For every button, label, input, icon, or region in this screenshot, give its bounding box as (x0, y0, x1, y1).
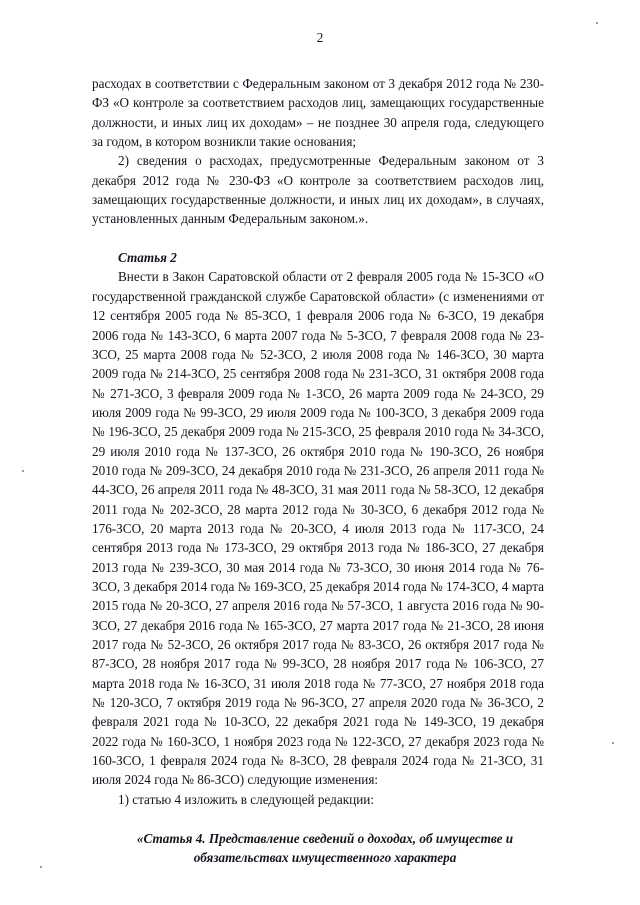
quoted-article-title-line-2: обязательствах имущественного характера (193, 849, 457, 865)
scan-artifact-mark (596, 22, 598, 24)
section-body-article-2: Внести в Закон Саратовской области от 2 февраля 2005 года № 15-ЗСО «О государственной гражданской службе Саратовской области» (с изменениями от 12 сентября 2005 года № 85-ЗСО, 1 февраля 2006 года № 6-ЗСО, 19 декабря 2006 года № 143-ЗСО, 6 марта 2007 года № 5-ЗСО, 7 февраля 2008 года № 23-ЗСО, 25 марта 2008 года № 52-ЗСО, 2 июля 2008 года № 146-ЗСО, 30 марта 2009 года № 214-ЗСО, 25 сентября 2008 года № 231-ЗСО, 31 октября 2008 года № 271-ЗСО, 3 февраля 2009 года № 1-ЗСО, 26 марта 2009 года № 24-ЗСО, 29 июля 2009 года № 99-ЗСО, 29 июля 2009 года № 100-ЗСО, 3 декабря 2009 года № 196-ЗСО, 25 декабря 2009 года № 215-ЗСО, 25 февраля 2010 года № 34-ЗСО, 29 июля 2010 года № 137-ЗСО, 26 октября 2010 года № 190-ЗСО, 26 ноября 2010 года № 209-ЗСО, 24 декабря 2010 года № 231-ЗСО, 26 апреля 2011 года № 44-ЗСО, 26 апреля 2011 года № 48-ЗСО, 31 мая 2011 года № 58-ЗСО, 12 декабря 2011 года № 202-ЗСО, 28 марта 2012 года № 30-ЗСО, 6 декабря 2012 года № 176-ЗСО, 20 марта 2013 года № 20-ЗСО, 4 июля 2013 года № 117-ЗСО, 24 сентября 2013 года № 173-ЗСО, 29 октября 2013 года № 186-ЗСО, 27 декабря 2013 года № 239-ЗСО, 30 мая 2014 года № 73-ЗСО, 30 июня 2014 года № 76-ЗСО, 3 декабря 2014 года № 169-ЗСО, 25 декабря 2014 года № 174-ЗСО, 4 марта 2015 года № 20-ЗСО, 27 апреля 2016 года № 57-ЗСО, 1 августа 2016 года № 90-ЗСО, 27 декабря 2016 года № 165-ЗСО, 27 марта 2017 года № 21-ЗСО, 28 июня 2017 года № 52-ЗСО, 26 октября 2017 года № 83-ЗСО, 26 октября 2017 года № 87-ЗСО, 28 ноября 2017 года № 99-ЗСО, 28 ноября 2017 года № 106-ЗСО, 27 марта 2018 года № 16-ЗСО, 31 июля 2018 года № 77-ЗСО, 27 ноября 2018 года № 120-ЗСО, 7 октября 2019 года № 96-ЗСО, 27 апреля 2020 года № 36-ЗСО, 2 февраля 2021 года № 10-ЗСО, 22 декабря 2021 года № 149-ЗСО, 19 декабря 2022 года № 160-ЗСО, 1 ноября 2023 года № 122-ЗСО, 27 декабря 2023 года № 160-ЗСО, 1 февраля 2024 года № 8-ЗСО, 28 февраля 2024 года № 21-ЗСО, 31 июля 2024 года № 86-ЗСО) следующие изменения: (92, 269, 544, 788)
paragraph-spacer (92, 229, 544, 248)
page-number: 2 (316, 30, 324, 45)
paragraph-item-2: 2) сведения о расходах, предусмотренные Федеральным законом от 3 декабря 2012 года № 230-ФЗ «О контроле за соответствием расходов лиц, замещающих государственные должности, и иных лиц их доходам», в случаях, установленных данным Федеральным законом.». (92, 153, 544, 227)
scan-artifact-mark (22, 470, 24, 472)
scan-artifact-mark (40, 866, 42, 868)
section-heading-article-2: Статья 2 (118, 250, 177, 266)
scan-artifact-mark (612, 742, 614, 744)
amendment-item-1: 1) статью 4 изложить в следующей редакции: (118, 791, 374, 807)
paragraph-continuation: расходах в соответствии с Федеральным законом от 3 декабря 2012 года № 230-ФЗ «О контроле за соответствием расходов лиц, замещающих государственные должности, и иных лиц их доходам» – не позднее 30 апреля года, следующего за годом, в котором возникли такие основания; (92, 76, 544, 150)
quoted-article-title-line-1: «Статья 4. Представление сведений о доходах, об имуществе и (136, 830, 514, 846)
document-body (92, 74, 544, 867)
quoted-article-title (92, 829, 544, 868)
